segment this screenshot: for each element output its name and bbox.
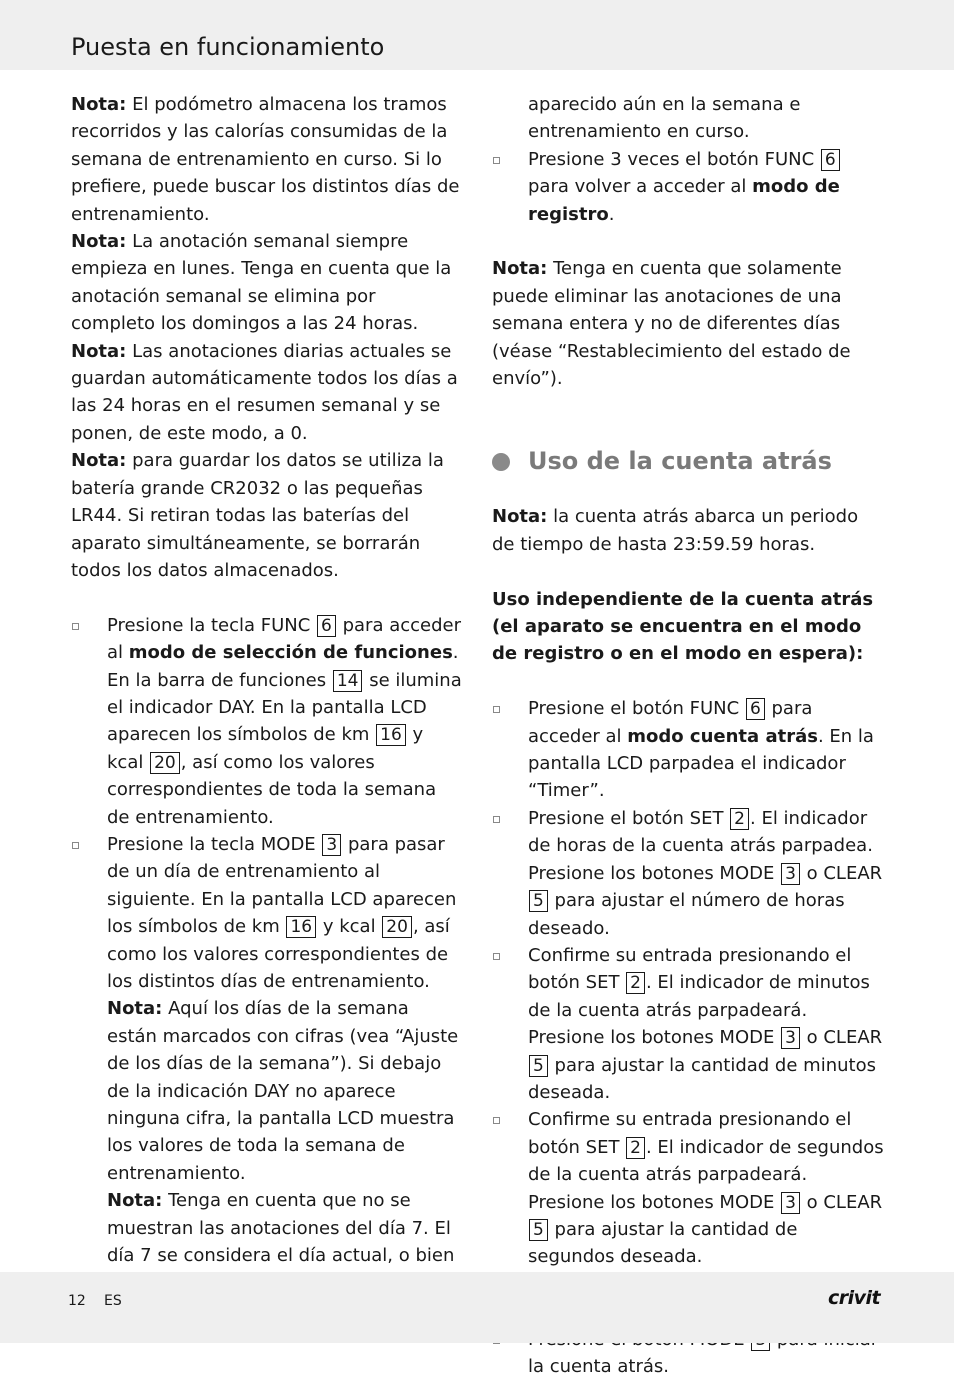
key-reference: 20: [150, 752, 180, 774]
key-reference: 16: [376, 724, 406, 746]
key-reference: 2: [626, 972, 645, 994]
note-paragraph: Nota: Tenga en cuenta que no se muestran las anotaciones del día 7. El día 7 se considera el día actual, o bien: [107, 1190, 455, 1267]
key-reference: 5: [529, 1055, 548, 1077]
list-item: Presione 3 veces el botón FUNC 6 para volver a acceder al modo de registro.: [492, 146, 884, 228]
list-item: Confirme su entrada presionando el botón SET 2 . El indicador de segundos de la cuenta atrás parpadeará. Presione los botones MODE 3 o CLEAR 5 para ajustar la cantidad de segundos deseada.: [492, 1106, 884, 1270]
key-reference: 3: [322, 834, 341, 856]
key-reference: 2: [626, 1137, 645, 1159]
key-reference: 20: [382, 916, 412, 938]
key-reference: 14: [333, 670, 363, 692]
key-reference: 5: [529, 1219, 548, 1241]
key-reference: 6: [821, 149, 840, 171]
note-paragraph: Nota: para guardar los datos se utiliza la batería grande CR2032 o las pequeñas LR44. Si retiran todas las baterías del aparato simultáneamente, se borrarán todos los datos almacenados.: [71, 450, 444, 581]
list-item: Presione la tecla FUNC 6 para acceder al modo de selección de funciones. En la barra de funciones 14 se ilumina el indicador DAY. En la pantalla LCD aparecen los símbolos de km 16 y kcal 20 , así como los valores correspondientes de toda la semana de entrenamiento.: [71, 612, 463, 831]
continued-text: aparecido aún en la semana e entrenamiento en curso.: [528, 94, 801, 143]
bullet-dot-icon: [492, 453, 510, 471]
bullet-square-icon: [493, 157, 500, 164]
list-item: la cuenta atrás.: [492, 1326, 884, 1380]
bullet-square-icon: [493, 816, 500, 823]
right-column: [492, 91, 884, 1380]
list-item: Confirme su entrada presionando el botón SET 2 . El indicador de minutos de la cuenta atrás parpadeará. Presione los botones MODE 3 o CLEAR 5 para ajustar la cantidad de minutos deseada.: [492, 942, 884, 1106]
key-reference: 6: [746, 698, 765, 720]
bullet-square-icon: [493, 706, 500, 713]
bullet-square-icon: [493, 1117, 500, 1124]
note-paragraph: Nota: la cuenta atrás abarca un periodo de tiempo de hasta 23:59.59 horas.: [492, 506, 859, 555]
section-heading: Uso de la cuenta atrás: [492, 446, 884, 476]
subheading: Uso independiente de la cuenta atrás (el aparato se encuentra en el modo de registro o en el modo en espera):: [492, 588, 874, 665]
footer-band: [0, 1272, 954, 1343]
page-number: 12: [68, 1293, 86, 1309]
note-paragraph: Nota: Las anotaciones diarias actuales se guardan automáticamente todos los días a las 24 horas en el resumen semanal y se ponen, de este modo, a 0.: [71, 340, 458, 444]
brand-logo: crivit: [828, 1287, 881, 1309]
page-title: Puesta en funcionamiento: [71, 33, 385, 61]
note-paragraph: Nota: Aquí los días de la semana están marcados con cifras (vea “Ajuste de los días de la semana”). Si debajo de la indicación DAY no aparece ninguna cifra, la pantalla LCD muestra los valores de toda la semana de entrenamiento.: [107, 998, 459, 1184]
list-item: Presione la tecla MODE 3 para pasar de un día de entrenamiento al siguiente. En la pantalla LCD aparecen los símbolos de km 16 y kcal 20 , así como los valores correspondientes de los distintos días de entrenamiento.: [71, 831, 463, 995]
list-item: Presione el botón FUNC 6 para acceder al modo cuenta atrás. En la pantalla LCD parpadea el indicador “Timer”.: [492, 695, 884, 805]
language-code: ES: [104, 1293, 122, 1309]
key-reference: 3: [781, 863, 800, 885]
left-column: [71, 91, 463, 1297]
list-item: Presione el botón SET 2 . El indicador de horas de la cuenta atrás parpadea. Presione los botones MODE 3 o CLEAR 5 para ajustar el número de horas deseado.: [492, 805, 884, 942]
note-paragraph: Nota: La anotación semanal siempre empieza en lunes. Tenga en cuenta que la anotación semanal se elimina por completo los domingos a las 24 horas.: [71, 231, 452, 335]
bullet-square-icon: [493, 953, 500, 960]
note-paragraph: Nota: Tenga en cuenta que solamente puede eliminar las anotaciones de una semana entera y no de diferentes días (véase “Restablecimiento del estado de envío”).: [492, 258, 851, 390]
key-reference: 3: [781, 1027, 800, 1049]
key-reference: 5: [529, 890, 548, 912]
key-reference: 3: [781, 1192, 800, 1214]
key-reference: 2: [730, 808, 749, 830]
bullet-square-icon: [72, 842, 79, 849]
bullet-square-icon: [72, 623, 79, 630]
key-reference: 16: [286, 916, 316, 938]
key-reference: 6: [317, 615, 336, 637]
note-paragraph: Nota: El podómetro almacena los tramos recorridos y las calorías consumidas de la semana de entrenamiento en curso. Si lo prefiere, puede buscar los distintos días de entrenamiento.: [71, 94, 460, 225]
